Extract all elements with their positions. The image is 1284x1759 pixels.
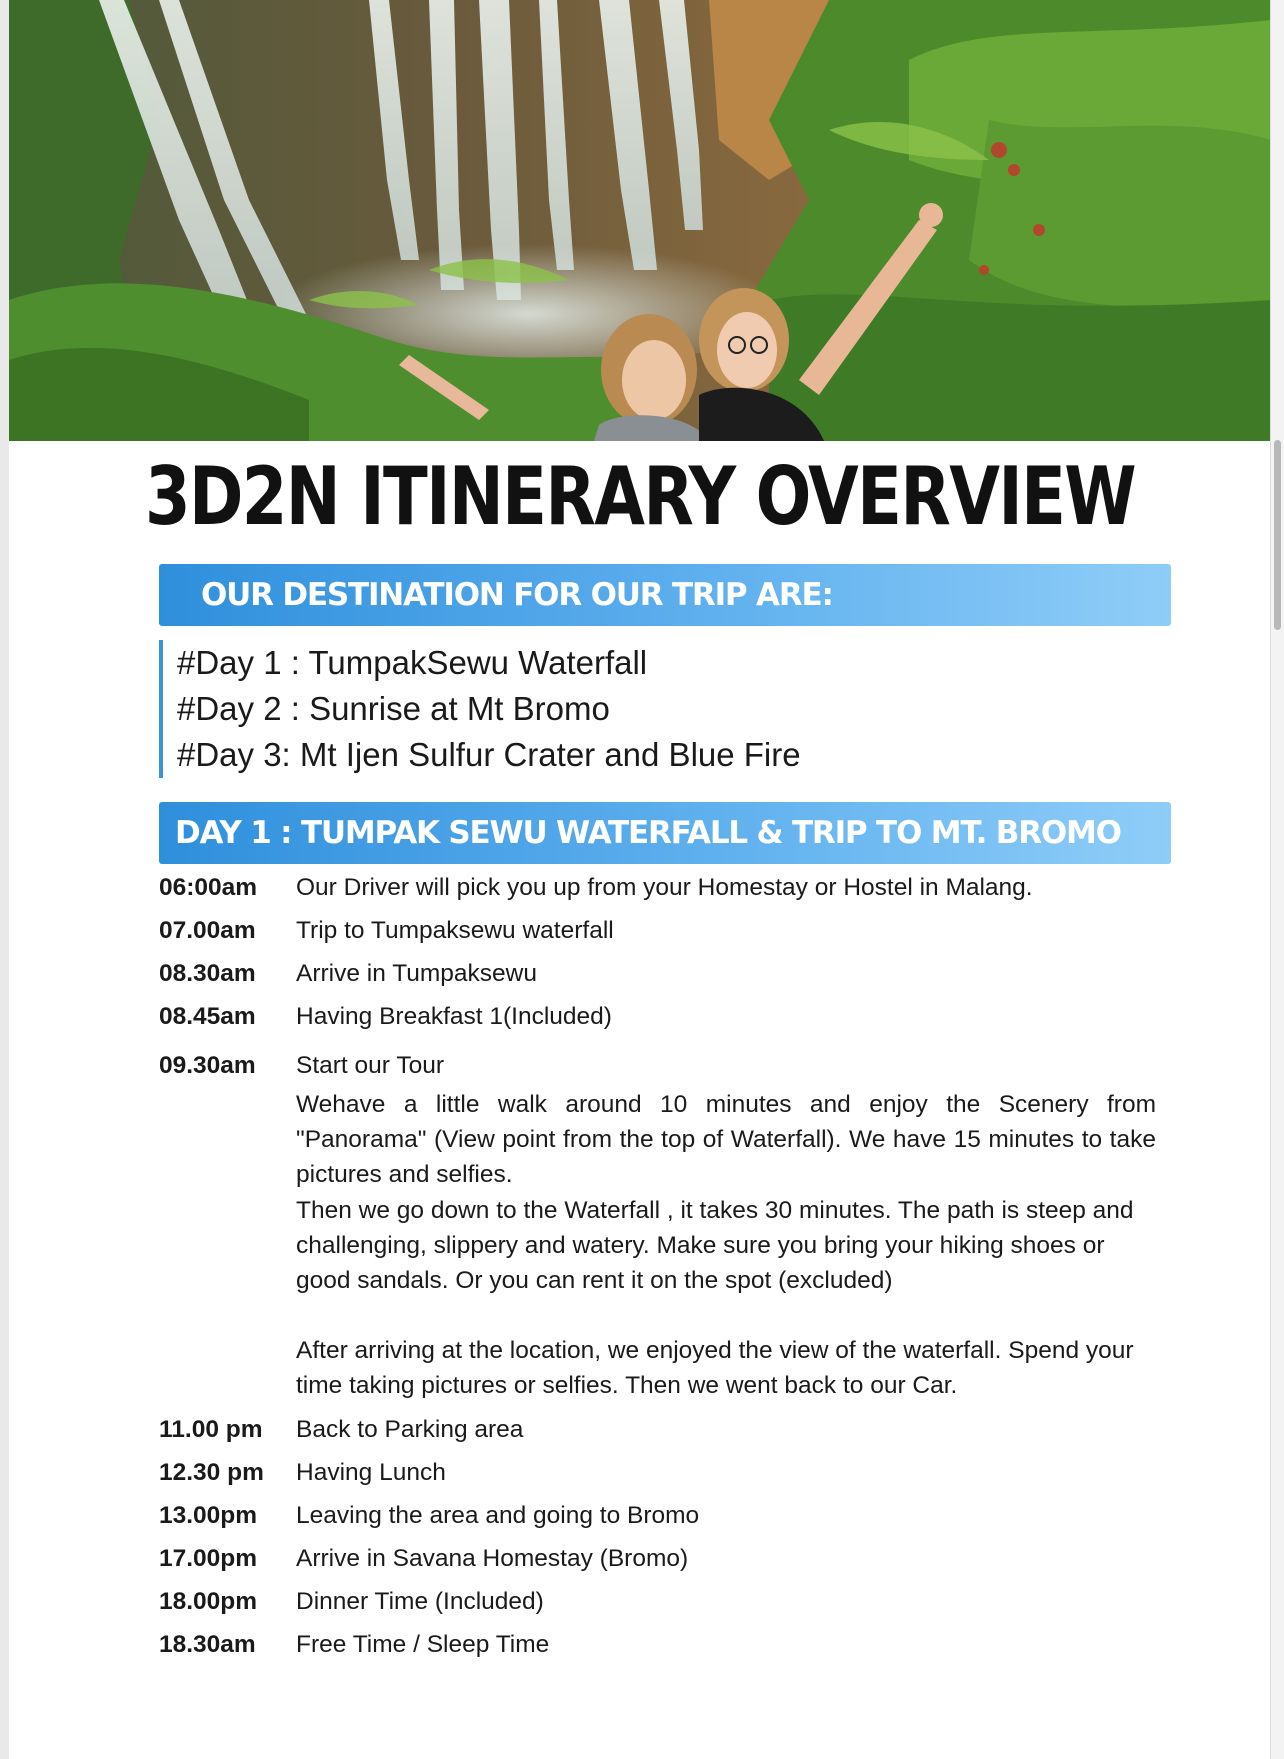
schedule-time: 18.30am <box>159 1630 256 1658</box>
schedule-row <box>159 866 1169 909</box>
hero-photo-waterfall <box>9 0 1271 441</box>
schedule-text: Our Driver will pick you up from your Homestay or Hostel in Malang. <box>296 874 1033 901</box>
schedule-row <box>159 909 1169 952</box>
schedule-row <box>159 995 1169 1038</box>
schedule-time: 08.30am <box>159 960 256 987</box>
schedule-text: Back to Parking area <box>296 1415 524 1443</box>
schedule-time: 11.00 pm <box>159 1415 263 1443</box>
tour-details <box>296 1087 1169 1408</box>
schedule-text: Dinner Time (Included) <box>296 1587 544 1615</box>
schedule-text: Arrive in Savana Homestay (Bromo) <box>296 1544 689 1572</box>
schedule-row <box>159 1408 1169 1451</box>
tour-detail-paragraph: Wehave a little walk around 10 minutes and enjoy the Scenery from "Panorama" (View point from the top of Waterfall). We have 15 minutes to take pictures and selfies. <box>296 1091 1156 1189</box>
schedule-text: Trip to Tumpaksewu waterfall <box>296 917 614 944</box>
schedule-time: 06:00am <box>159 874 258 901</box>
destination-list <box>159 640 1177 778</box>
destination-item: #Day 2 : Sunrise at Mt Bromo <box>177 690 610 727</box>
day1-schedule <box>159 866 1169 1666</box>
schedule-row <box>159 1580 1169 1623</box>
schedule-text: Having Breakfast 1(Included) <box>296 1003 612 1030</box>
schedule-row <box>159 1451 1169 1494</box>
schedule-time: 08.45am <box>159 1003 256 1030</box>
page-title: 3D2N ITINERARY OVERVIEW <box>144 450 1136 543</box>
schedule-text: Start our Tour <box>296 1052 444 1079</box>
schedule-time: 07.00am <box>159 917 256 944</box>
schedule-row <box>159 1537 1169 1580</box>
scrollbar[interactable] <box>1270 0 1284 1759</box>
schedule-row <box>159 952 1169 995</box>
schedule-text: Having Lunch <box>296 1458 446 1486</box>
schedule-time: 09.30am <box>159 1052 256 1079</box>
schedule-time: 13.00pm <box>159 1501 258 1529</box>
schedule-tour-block <box>296 1044 1169 1408</box>
schedule-row <box>159 1623 1169 1666</box>
schedule-text: Free Time / Sleep Time <box>296 1630 550 1658</box>
schedule-text: Arrive in Tumpaksewu <box>296 960 538 987</box>
tour-detail-paragraph: After arriving at the location, we enjoyed the view of the waterfall. Spend your time taking pictures or selfies. Then we went back to our Car. <box>296 1337 1134 1400</box>
waterfall-photo-illustration <box>9 0 1271 441</box>
schedule-time: 12.30 pm <box>159 1458 264 1486</box>
schedule-time: 18.00pm <box>159 1587 258 1615</box>
destination-item: #Day 3: Mt Ijen Sulfur Crater and Blue Fire <box>177 736 801 773</box>
scrollbar-thumb[interactable] <box>1274 440 1281 630</box>
schedule-text: Leaving the area and going to Bromo <box>296 1501 700 1529</box>
day1-banner: DAY 1 : TUMPAK SEWU WATERFALL & TRIP TO MT. BROMO <box>159 802 1171 864</box>
destination-item: #Day 1 : TumpakSewu Waterfall <box>177 644 648 681</box>
schedule-row <box>159 1494 1169 1537</box>
destinations-banner: OUR DESTINATION FOR OUR TRIP ARE: <box>159 564 1171 626</box>
schedule-row <box>159 1044 1169 1408</box>
schedule-time: 17.00pm <box>159 1544 258 1572</box>
itinerary-page <box>9 0 1271 1759</box>
tour-detail-paragraph: Then we go down to the Waterfall , it takes 30 minutes. The path is steep and challenging, slippery and watery. Make sure you bring your hiking shoes or good sandals. Or you can rent it on the spot (excluded) <box>296 1196 1134 1295</box>
